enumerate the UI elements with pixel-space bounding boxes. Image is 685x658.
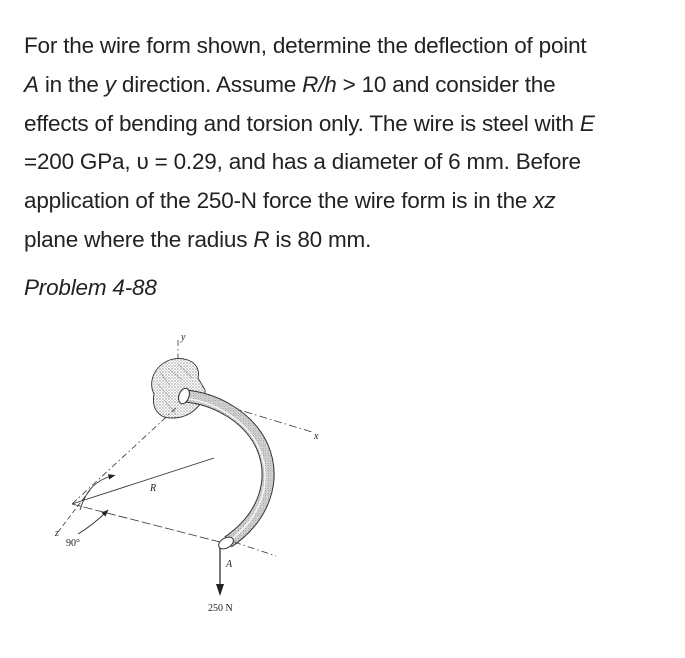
force-arrow — [216, 548, 224, 596]
e-symbol: E — [579, 110, 595, 136]
reference-line-end — [234, 542, 276, 556]
ratio-symbol: R/h — [302, 71, 337, 97]
x-axis-label: x — [314, 431, 319, 442]
reference-line-center — [72, 408, 176, 504]
z-axis-label: z — [55, 528, 59, 539]
rotation-arrow-bottom — [78, 512, 106, 534]
angle-label: 90° — [66, 538, 80, 549]
r-symbol: R — [253, 226, 270, 252]
radius-label: R — [150, 483, 157, 494]
problem-number: Problem 4-88 — [24, 275, 157, 300]
xz-symbol: xz — [533, 188, 556, 214]
wire-form-diagram — [0, 320, 685, 650]
problem-line-1: For the wire form shown, determine the deflection of point — [24, 33, 587, 58]
problem-statement — [24, 27, 669, 260]
radius-line — [72, 458, 214, 504]
y-symbol: y — [104, 71, 116, 97]
problem-line-5: application of the 250-N force the wire form is in the xz — [24, 188, 556, 214]
wire-form-figure — [0, 320, 685, 650]
y-axis-label: y — [181, 332, 186, 343]
point-a-label: A — [226, 559, 233, 570]
wall-support — [152, 358, 205, 418]
point-a-symbol: A — [24, 71, 39, 97]
problem-line-6: plane where the radius R is 80 mm. — [24, 226, 372, 252]
problem-line-2: A in the y direction. Assume R/h > 10 and consider the — [24, 71, 556, 97]
problem-line-4: =200 GPa, υ = 0.29, and has a diameter of 6 mm. Before — [24, 149, 581, 175]
force-label: 250 N — [208, 603, 233, 614]
problem-line-3: effects of bending and torsion only. The wire is steel with E — [24, 110, 595, 136]
